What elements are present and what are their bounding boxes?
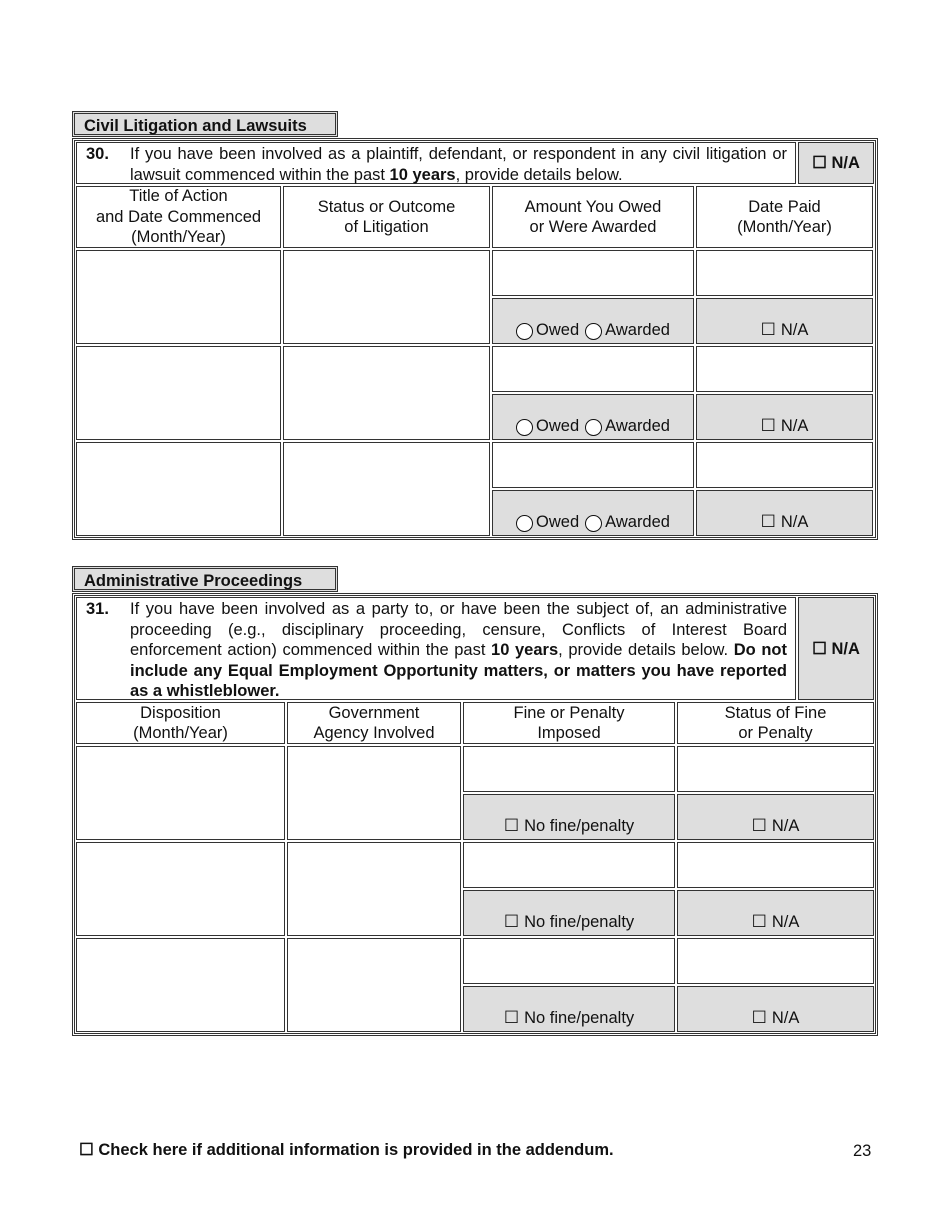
- status-fine-field[interactable]: [677, 746, 874, 792]
- header-status-outcome: Status or Outcome of Litigation: [283, 186, 490, 248]
- agency-field[interactable]: [287, 746, 461, 840]
- amount-field[interactable]: [492, 442, 694, 488]
- status-fine-field[interactable]: [677, 938, 874, 984]
- owed-awarded-options: [492, 490, 694, 536]
- status-outcome-field[interactable]: [283, 250, 490, 344]
- owed-radio[interactable]: [516, 323, 533, 340]
- section-title: Civil Litigation and Lawsuits: [72, 111, 338, 137]
- question-number: 30.: [86, 145, 109, 163]
- no-fine-checkbox[interactable]: ☐ No fine/penalty: [463, 890, 675, 936]
- checkbox-icon[interactable]: ☐: [760, 320, 776, 339]
- civil-litigation-table: [72, 138, 878, 540]
- title-of-action-field[interactable]: [76, 442, 281, 536]
- owed-label: Owed: [536, 513, 580, 531]
- title-of-action-field[interactable]: [76, 250, 281, 344]
- question-text: If you have been involved as a plaintiff, defendant, or respondent in any civil litigation or lawsuit commenced within the past 10 years, provide details below.: [130, 145, 787, 184]
- status-outcome-field[interactable]: [283, 346, 490, 440]
- awarded-radio[interactable]: [585, 515, 602, 532]
- checkbox-icon[interactable]: ☐: [751, 912, 767, 931]
- date-paid-field[interactable]: [696, 346, 873, 392]
- date-paid-na[interactable]: ☐ N/A: [696, 490, 873, 536]
- owed-awarded-options: [492, 394, 694, 440]
- disposition-field[interactable]: [76, 842, 285, 936]
- status-outcome-field[interactable]: [283, 442, 490, 536]
- disposition-field[interactable]: [76, 938, 285, 1032]
- question-row: [75, 141, 875, 185]
- checkbox-icon[interactable]: ☐: [760, 416, 776, 435]
- no-fine-checkbox[interactable]: ☐ No fine/penalty: [463, 794, 675, 840]
- question-na-checkbox[interactable]: ☐ N/A: [798, 142, 874, 184]
- status-na-checkbox[interactable]: ☐ N/A: [677, 890, 874, 936]
- question-31: [76, 597, 796, 700]
- addendum-checkbox[interactable]: ☐ Check here if additional information is provided in the addendum.: [79, 1141, 614, 1159]
- page-number: 23: [853, 1142, 872, 1160]
- civil-litigation-section: [72, 111, 878, 540]
- owed-radio[interactable]: [516, 419, 533, 436]
- question-row: [75, 596, 875, 701]
- question-number: 31.: [86, 600, 109, 618]
- question-na-checkbox[interactable]: ☐ N/A: [798, 597, 874, 700]
- awarded-radio[interactable]: [585, 323, 602, 340]
- checkbox-icon[interactable]: ☐: [751, 816, 767, 835]
- section-title: Administrative Proceedings: [72, 566, 338, 592]
- agency-field[interactable]: [287, 842, 461, 936]
- amount-field[interactable]: [492, 250, 694, 296]
- checkbox-icon[interactable]: ☐: [503, 816, 520, 835]
- status-fine-field[interactable]: [677, 842, 874, 888]
- date-paid-na[interactable]: ☐ N/A: [696, 394, 873, 440]
- checkbox-icon[interactable]: ☐: [503, 912, 520, 931]
- checkbox-icon[interactable]: ☐: [760, 512, 776, 531]
- awarded-label: Awarded: [605, 513, 670, 531]
- owed-label: Owed: [536, 321, 580, 339]
- fine-penalty-field[interactable]: [463, 938, 675, 984]
- header-date-paid: Date Paid (Month/Year): [696, 186, 873, 248]
- amount-field[interactable]: [492, 346, 694, 392]
- administrative-proceedings-table: [72, 593, 878, 1036]
- awarded-label: Awarded: [605, 321, 670, 339]
- civil-grid: [75, 185, 875, 537]
- title-of-action-field[interactable]: [76, 346, 281, 440]
- header-title-of-action: Title of Action and Date Commenced (Month/Year): [76, 186, 281, 248]
- question-text: If you have been involved as a party to, or have been the subject of, an administrative proceeding (e.g., disciplinary proceeding, censure, Conflicts of Interest Board enforcement action) commenced within the past 10 years, provide details below. Do not include any Equal Employment Opportunity matters, or matters you have reported as a whistleblower.: [130, 600, 787, 700]
- status-na-checkbox[interactable]: ☐ N/A: [677, 794, 874, 840]
- awarded-radio[interactable]: [585, 419, 602, 436]
- fine-penalty-field[interactable]: [463, 842, 675, 888]
- checkbox-icon[interactable]: ☐: [751, 1008, 767, 1027]
- owed-awarded-options: [492, 298, 694, 344]
- disposition-field[interactable]: [76, 746, 285, 840]
- header-disposition: Disposition (Month/Year): [76, 702, 285, 744]
- question-30: [76, 142, 796, 184]
- header-amount: Amount You Owed or Were Awarded: [492, 186, 694, 248]
- awarded-label: Awarded: [605, 417, 670, 435]
- date-paid-na[interactable]: ☐ N/A: [696, 298, 873, 344]
- administrative-proceedings-section: [72, 566, 878, 1036]
- agency-field[interactable]: [287, 938, 461, 1032]
- fine-penalty-field[interactable]: [463, 746, 675, 792]
- owed-radio[interactable]: [516, 515, 533, 532]
- header-agency: Government Agency Involved: [287, 702, 461, 744]
- owed-label: Owed: [536, 417, 580, 435]
- header-status-fine: Status of Fine or Penalty: [677, 702, 874, 744]
- header-fine-penalty: Fine or Penalty Imposed: [463, 702, 675, 744]
- date-paid-field[interactable]: [696, 442, 873, 488]
- checkbox-icon[interactable]: ☐: [503, 1008, 520, 1027]
- admin-grid: [75, 701, 875, 1033]
- status-na-checkbox[interactable]: ☐ N/A: [677, 986, 874, 1032]
- date-paid-field[interactable]: [696, 250, 873, 296]
- no-fine-checkbox[interactable]: ☐ No fine/penalty: [463, 986, 675, 1032]
